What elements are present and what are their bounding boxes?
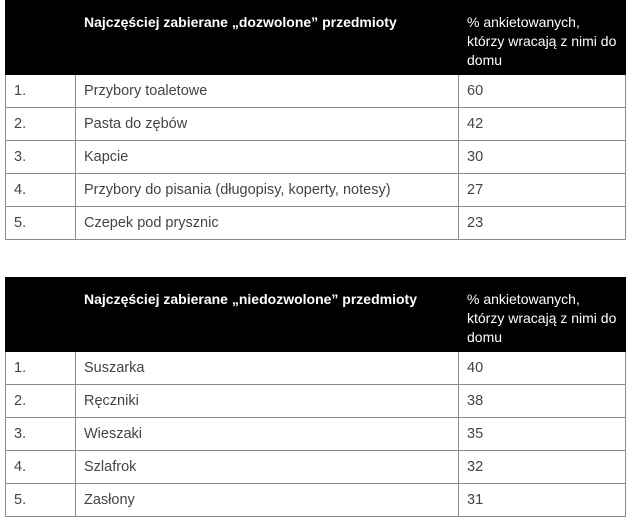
rank-cell: 1. — [6, 75, 76, 108]
header-item-cell: Najczęściej zabierane „niedozwolone” przedmioty — [76, 278, 459, 352]
table-row — [6, 352, 626, 385]
percent-cell: 42 — [459, 108, 626, 141]
item-cell: Przybory toaletowe — [76, 75, 459, 108]
percent-cell: 31 — [459, 484, 626, 517]
percent-cell: 27 — [459, 174, 626, 207]
rank-cell: 3. — [6, 141, 76, 174]
header-blank-cell — [6, 278, 76, 352]
table-row — [6, 451, 626, 484]
table-row — [6, 108, 626, 141]
rank-cell: 4. — [6, 174, 76, 207]
disallowed-items-table — [5, 277, 626, 517]
percent-cell: 40 — [459, 352, 626, 385]
header-blank-cell — [6, 1, 76, 75]
item-cell: Ręczniki — [76, 385, 459, 418]
item-cell: Pasta do zębów — [76, 108, 459, 141]
item-cell: Kapcie — [76, 141, 459, 174]
allowed-items-table — [5, 0, 626, 240]
header-item-cell: Najczęściej zabierane „dozwolone” przedmioty — [76, 1, 459, 75]
table-row — [6, 207, 626, 240]
header-percent-cell: % ankietowanych, którzy wracają z nimi do domu — [459, 278, 626, 352]
item-cell: Zasłony — [76, 484, 459, 517]
percent-cell: 32 — [459, 451, 626, 484]
item-cell: Czepek pod prysznic — [76, 207, 459, 240]
percent-cell: 60 — [459, 75, 626, 108]
table-row — [6, 418, 626, 451]
table-header-row — [6, 278, 626, 352]
table-row — [6, 174, 626, 207]
rank-cell: 5. — [6, 484, 76, 517]
percent-cell: 23 — [459, 207, 626, 240]
header-percent-cell: % ankietowanych, którzy wracają z nimi do domu — [459, 1, 626, 75]
table-row — [6, 484, 626, 517]
percent-cell: 30 — [459, 141, 626, 174]
rank-cell: 2. — [6, 108, 76, 141]
table-row — [6, 75, 626, 108]
percent-cell: 38 — [459, 385, 626, 418]
item-cell: Suszarka — [76, 352, 459, 385]
item-cell: Szlafrok — [76, 451, 459, 484]
rank-cell: 3. — [6, 418, 76, 451]
table-row — [6, 385, 626, 418]
percent-cell: 35 — [459, 418, 626, 451]
item-cell: Przybory do pisania (długopisy, koperty, notesy) — [76, 174, 459, 207]
table-header-row — [6, 1, 626, 75]
rank-cell: 5. — [6, 207, 76, 240]
rank-cell: 2. — [6, 385, 76, 418]
rank-cell: 1. — [6, 352, 76, 385]
table-row — [6, 141, 626, 174]
item-cell: Wieszaki — [76, 418, 459, 451]
rank-cell: 4. — [6, 451, 76, 484]
